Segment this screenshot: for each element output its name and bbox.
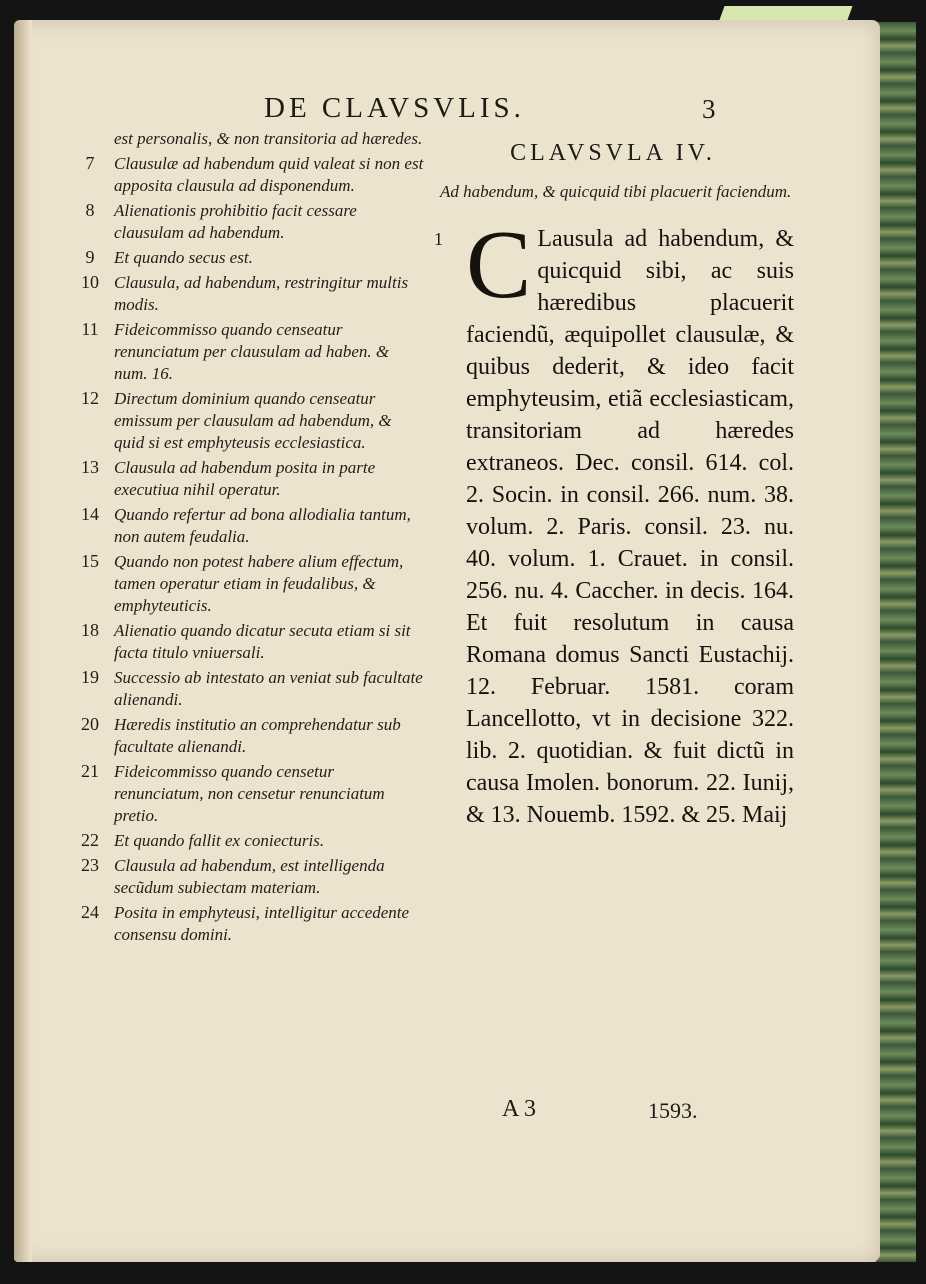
index-entry-number: 23 [81, 855, 99, 875]
index-entry-number: 14 [81, 504, 99, 524]
index-entry [70, 667, 424, 711]
index-entry-text: Directum dominium quando censeatur emissum per clausulam ad habendum, & quid si est emphyteusis ecclesiastica. [114, 389, 392, 452]
index-entry-number: 18 [81, 620, 99, 640]
index-entry-text: Alienatio quando dicatur secuta etiam si sit facta titulo vniuersali. [114, 621, 411, 662]
index-entry-text: Clausula ad habendum, est intelligenda secũdum subiectam materiam. [114, 856, 385, 897]
index-entry-text: Et quando fallit ex coniecturis. [114, 831, 325, 850]
index-entry [70, 855, 424, 899]
drop-cap-initial: C [466, 211, 532, 319]
index-entry-text: Posita in emphyteusi, intelligitur accedente consensu domini. [114, 903, 410, 944]
index-entry [70, 319, 424, 385]
clausula-subtitle: Ad habendum, & quicquid tibi placuerit faciendum. [440, 182, 792, 201]
index-entry-number: 21 [81, 761, 99, 781]
clausula-heading: CLAVSVLA IV. [510, 140, 716, 166]
book-page [14, 20, 880, 1262]
index-entry-number: 20 [81, 714, 99, 734]
index-entry-text: Successio ab intestato an veniat sub facultate alienandi. [114, 668, 423, 709]
index-entry-text: Clausulæ ad habendum quid valeat si non est apposita clausula ad disponendum. [114, 154, 424, 195]
index-entry [70, 200, 424, 244]
index-entry-text: Alienationis prohibitio facit cessare clausulam ad habendum. [114, 201, 357, 242]
index-entry-number: 19 [81, 667, 99, 687]
page-number: 3 [702, 94, 716, 124]
index-entry [70, 388, 424, 454]
index-entry-number: 12 [81, 388, 99, 408]
running-header-title: DE CLAVSVLIS. [264, 92, 525, 124]
index-entry-number: 22 [81, 830, 99, 850]
index-entry-number: 10 [81, 272, 99, 292]
paragraph-number: 1 [434, 229, 443, 249]
index-entry [70, 272, 424, 316]
index-entry [70, 551, 424, 617]
summary-index-column [70, 128, 424, 949]
index-entry-number: 15 [81, 551, 99, 571]
index-entry-number: 11 [81, 319, 99, 339]
index-entry-text: Hæredis institutio an comprehendatur sub facultate alienandi. [114, 715, 401, 756]
clausula-column [432, 140, 794, 831]
index-entry-text: Et quando secus est. [114, 248, 253, 267]
bookmark-slip [719, 6, 852, 20]
index-entry [70, 247, 424, 269]
index-entry [70, 457, 424, 501]
clausula-body-text: Lausula ad habendum, & quicquid sibi, ac suis hæredibus placuerit faciendũ, æquipollet clausulæ, & quibus dederit, & ideo facit emphyteusim, etiã ecclesiasticam, transitoriam ad hæredes extraneos. Dec. consil. 614. col. 2. Socin. in consil. 266. num. 38. volum. 2. Paris. consil. 23. nu. 40. volum. 1. Crauet. in consil. 256. nu. 4. Caccher. in decis. 164. Et fuit resolutum in causa Romana domus Sancti Eustachij. 12. Februar. 1581. coram Lancellotto, vt in decisione 322. lib. 2. quotidian. & fuit dictũ in causa Imolen. bonorum. 22. Iunij, & 13. Nouemb. 1592. & 25. Maij [466, 226, 794, 828]
index-entry [70, 128, 424, 150]
index-entry-number: 24 [81, 902, 99, 922]
index-entry [70, 620, 424, 664]
index-entry [70, 504, 424, 548]
index-entry [70, 714, 424, 758]
index-entry-number: 8 [85, 200, 95, 220]
index-entry [70, 153, 424, 197]
index-entry-text: Fideicommisso quando censeatur renunciatum per clausulam ad haben. & num. 16. [114, 320, 390, 383]
index-entry-number: 7 [85, 153, 95, 173]
index-entry-text: Clausula, ad habendum, restringitur multis modis. [114, 273, 409, 314]
index-entry-number: 13 [81, 457, 99, 477]
index-entry-text: est personalis, & non transitoria ad hæredes. [114, 129, 423, 148]
index-entry [70, 902, 424, 946]
index-entry-text: Fideicommisso quando censetur renunciatum, non censetur renunciatum pretio. [114, 762, 385, 825]
index-entry-text: Clausula ad habendum posita in parte executiua nihil operatur. [114, 458, 376, 499]
index-entry [70, 830, 424, 852]
index-entry-text: Quando non potest habere alium effectum, tamen operatur etiam in feudalibus, & emphyteuticis. [114, 552, 404, 615]
catchword: 1593. [648, 1098, 698, 1123]
clausula-body [432, 211, 794, 831]
index-entry [70, 761, 424, 827]
signature-mark: A 3 [502, 1096, 537, 1122]
index-entry-text: Quando refertur ad bona allodialia tantum, non autem feudalia. [114, 505, 411, 546]
index-entry-number: 9 [85, 247, 95, 267]
page-gutter [14, 20, 32, 1262]
